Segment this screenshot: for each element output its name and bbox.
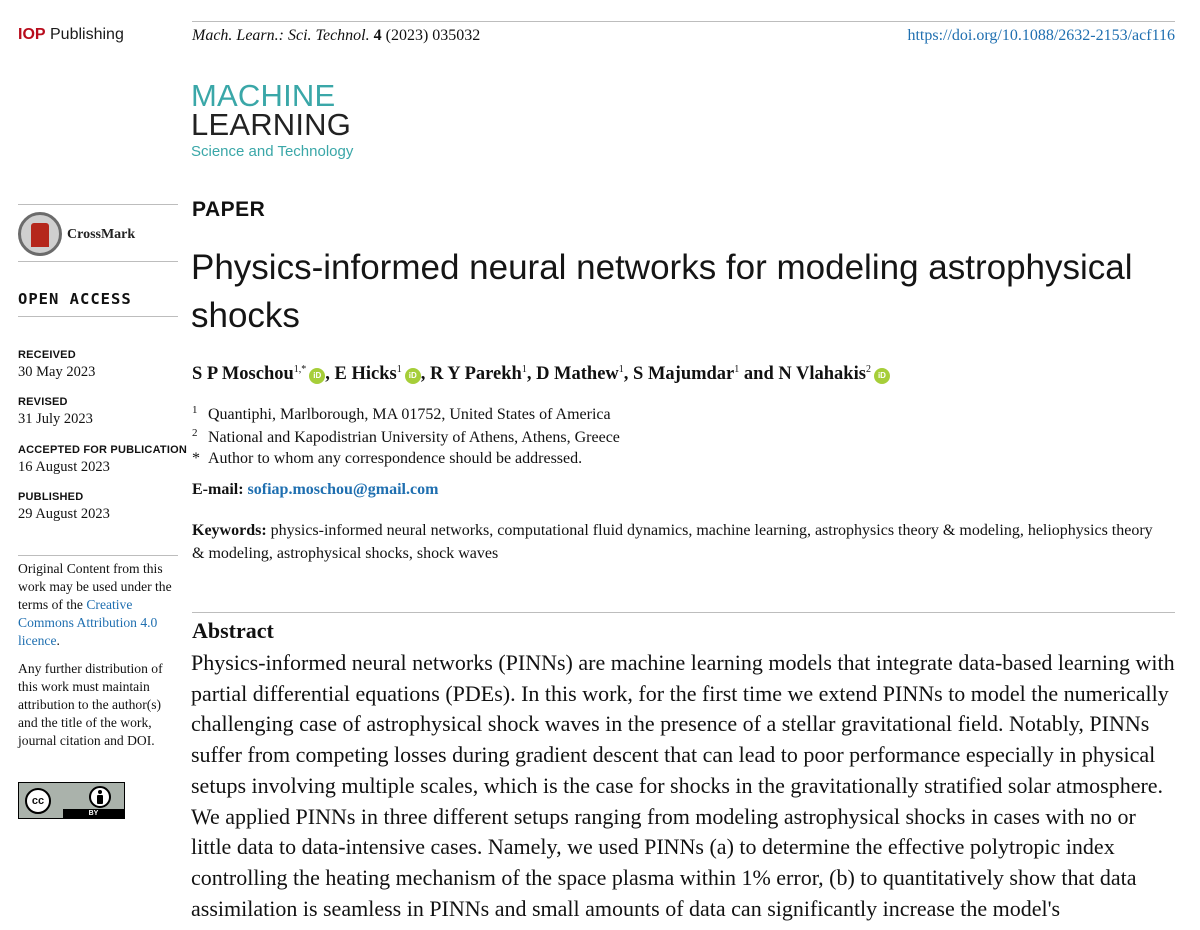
affiliation-mark: 1	[192, 404, 198, 416]
affiliation-corresponding	[192, 450, 582, 468]
date-value-revised: 31 July 2023	[18, 411, 93, 427]
journal-abbrev: Mach. Learn.: Sci. Technol.	[192, 27, 370, 44]
affiliation-text: Author to whom any correspondence should be addressed.	[208, 450, 583, 467]
author-name[interactable]: R Y Parekh	[429, 364, 522, 384]
attribution-person-icon	[89, 786, 111, 808]
date-label-accepted: ACCEPTED FOR PUBLICATION	[18, 444, 187, 456]
date-value-received: 30 May 2023	[18, 364, 96, 380]
sidebar-rule-mid	[18, 261, 178, 262]
cc-icon: cc	[25, 788, 51, 814]
author-separator: ,	[420, 364, 430, 384]
affiliation-text: Quantiphi, Marlborough, MA 01752, United States of America	[208, 406, 611, 423]
journal-logo-line3: Science and Technology	[191, 143, 354, 160]
license-end: .	[56, 633, 60, 648]
author-affiliation-mark: 1	[734, 364, 740, 375]
author-separator: ,	[325, 364, 335, 384]
journal-logo[interactable]	[191, 80, 353, 159]
author-name[interactable]: S P Moschou	[192, 364, 294, 384]
date-label-revised: REVISED	[18, 396, 68, 408]
publisher-logo-bold: IOP	[18, 26, 46, 43]
keywords-label: Keywords:	[192, 522, 267, 539]
date-label-received: RECEIVED	[18, 349, 76, 361]
cc-licence-link[interactable]: Creative Commons Attribution 4.0 licence	[18, 597, 158, 648]
email-link[interactable]: sofiap.moschou@gmail.com	[247, 481, 439, 498]
article-type-label: PAPER	[192, 198, 266, 221]
date-value-published: 29 August 2023	[18, 506, 110, 522]
author-affiliation-mark: 1	[396, 364, 402, 375]
author-separator: ,	[526, 364, 537, 384]
header-rule	[192, 21, 1175, 22]
sidebar-rule-license	[18, 555, 178, 556]
author-affiliation-mark: 1	[521, 364, 527, 375]
abstract-rule	[192, 612, 1175, 613]
author-list	[192, 364, 890, 385]
affiliation-mark: *	[192, 450, 200, 467]
orcid-icon[interactable]: iD	[874, 368, 890, 384]
orcid-icon[interactable]: iD	[309, 368, 325, 384]
author-and: and	[739, 364, 779, 384]
keywords-block	[192, 519, 1167, 565]
orcid-icon[interactable]: iD	[405, 368, 421, 384]
author-affiliation-mark: 1	[618, 364, 624, 375]
author-affiliation-mark: 2	[865, 364, 871, 375]
journal-logo-line2: LEARNING	[191, 107, 352, 142]
date-label-published: PUBLISHED	[18, 491, 84, 503]
affiliation-1	[192, 404, 611, 424]
author-name[interactable]: S Majumdar	[633, 364, 735, 384]
cc-by-badge[interactable]	[18, 782, 125, 819]
author-affiliation-mark: 1,*	[293, 364, 307, 375]
sidebar-rule-top	[18, 204, 178, 205]
license-note	[18, 560, 180, 650]
crossmark-icon	[18, 212, 62, 256]
affiliation-mark: 2	[192, 427, 198, 439]
email-line	[192, 481, 438, 499]
author-separator: ,	[623, 364, 634, 384]
affiliation-2	[192, 427, 620, 447]
author-name[interactable]: N Vlahakis	[778, 364, 866, 384]
sidebar-rule-dates	[18, 316, 178, 317]
abstract-heading: Abstract	[192, 618, 274, 643]
journal-logo-line1: MACHINE	[191, 78, 336, 113]
doi-link[interactable]: https://doi.org/10.1088/2632-2153/acf116	[907, 27, 1175, 44]
open-access-label: OPEN ACCESS	[18, 290, 132, 308]
keywords-text: physics-informed neural networks, computational fluid dynamics, machine learning, astrophysics theory & modeling, heliophysics theory & modeling, astrophysical shocks, shock waves	[192, 522, 1153, 562]
abstract-text: Physics-informed neural networks (PINNs) are machine learning models that integrate data-based learning with partial differential equations (PDEs). In this work, for the first time we extend PINNs to model the numerically challenging case of astrophysical shock waves in the presence of a stellar gravitational field. Notably, PINNs suffer from competing losses during gradient descent that can lead to poor performance especially in physical setups involving multiple scales, which is the case for shocks in the gravitationally stratified solar atmosphere. We applied PINNs in three different setups ranging from modeling astrophysical shocks in cases with no or little data to data-intensive cases. Namely, we used PINNs (a) to determine the effective polytropic index controlling the heating mechanism of the space plasma within 1% error, (b) to quantitatively show that data assimilation is seamless in PINNs and small amounts of data can significantly increase the model's	[191, 650, 1175, 921]
affiliation-text: National and Kapodistrian University of Athens, Athens, Greece	[208, 429, 620, 446]
journal-volume: 4	[373, 27, 382, 44]
paper-title: Physics-informed neural networks for modeling astrophysical shocks	[191, 248, 1133, 335]
publisher-logo-text: Publishing	[45, 26, 124, 43]
distribution-note: Any further distribution of this work must maintain attribution to the author(s) and the title of the work, journal citation and DOI.	[18, 661, 163, 748]
crossmark-badge[interactable]	[18, 212, 178, 258]
cc-by-label: BY	[63, 809, 124, 818]
license-text: Original Content from this work may be used under the terms of the	[18, 561, 172, 612]
crossmark-bookmark-icon	[31, 223, 49, 247]
journal-citation	[192, 27, 480, 45]
email-label: E-mail:	[192, 481, 244, 498]
date-value-accepted: 16 August 2023	[18, 459, 110, 475]
author-name[interactable]: D Mathew	[536, 364, 619, 384]
crossmark-label: CrossMark	[67, 227, 136, 242]
author-name[interactable]: E Hicks	[334, 364, 397, 384]
publisher-logo[interactable]	[18, 26, 124, 44]
journal-year-article: (2023) 035032	[385, 27, 481, 44]
